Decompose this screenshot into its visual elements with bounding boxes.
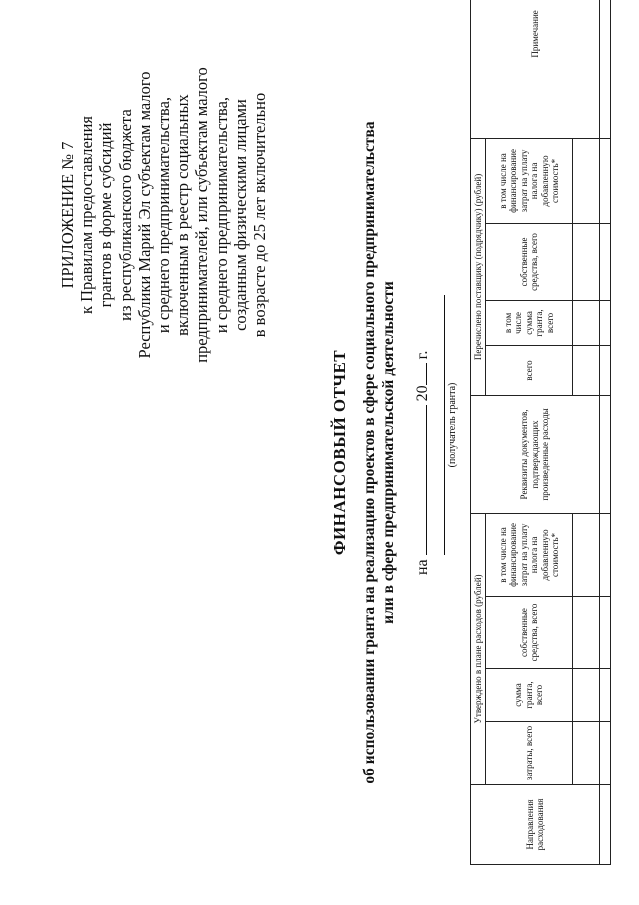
period-year-prefix: 20: [414, 385, 431, 402]
table-cell: [600, 722, 611, 785]
period-year-blank: [412, 363, 427, 385]
header-transferred-total: всего: [486, 345, 573, 395]
appendix-line: из республиканского бюджета: [115, 109, 135, 321]
header-directions: Направления расходования: [471, 785, 600, 865]
header-approved-vat: в том числе на финансирование затрат на уплату налога на добавленную стоимость*: [486, 513, 573, 596]
header-approved-group: Утверждено в плане расходов (рублей): [471, 513, 486, 784]
header-note: Примечание: [471, 0, 600, 138]
report-subtitle: [360, 0, 398, 905]
report-period: [412, 351, 432, 575]
header-documents: Реквизиты документов, подтверждающих произведенные расходы: [471, 395, 600, 513]
table-cell: [573, 722, 600, 785]
appendix-line: предпринимателей, или субъектам малого: [192, 67, 212, 363]
table-cell: [573, 345, 600, 395]
header-transferred-grant-sum: в том числе сумма гранта, всего: [486, 300, 573, 345]
table-cell: [600, 395, 611, 513]
table-cell: [600, 138, 611, 223]
appendix-line: созданным физическими лицами: [230, 99, 250, 331]
table-cell: [573, 669, 600, 722]
table-cell: [600, 223, 611, 300]
appendix-line: грантов в форме субсидий: [96, 122, 116, 308]
header-transferred-own-funds: собственные средства, всего: [486, 223, 573, 300]
header-approved-total-costs: затраты, всего: [486, 722, 573, 785]
header-approved-grant-sum: сумма гранта, всего: [486, 669, 573, 722]
table-cell: [573, 597, 600, 669]
appendix-line: к Правилам предоставления: [77, 115, 97, 315]
recipient-line: [443, 295, 445, 555]
recipient-caption: (получатель гранта): [447, 382, 458, 468]
table-cell: [573, 138, 600, 223]
table-cell: [600, 300, 611, 345]
period-date-blank: [412, 405, 427, 555]
header-transferred-group: Перечислено поставщику (подрядчику) (рублей): [471, 138, 486, 395]
table-cell: [600, 0, 611, 138]
header-approved-own-funds: собственные средства, всего: [486, 597, 573, 669]
table-cell: [573, 300, 600, 345]
report-subtitle-line-2: или в сфере предпринимательской деятельности: [380, 281, 397, 624]
appendix-line: и среднего предпринимательства,: [154, 96, 174, 334]
appendix-line: включенным в реестр социальных: [173, 94, 193, 336]
table-cell: [573, 223, 600, 300]
appendix-header: [58, 30, 269, 400]
appendix-line: в возрасте до 25 лет включительно: [250, 92, 270, 338]
report-subtitle-line-1: об использовании гранта на реализацию проектов в сфере социального предпринимательства: [361, 121, 378, 784]
appendix-line: ПРИЛОЖЕНИЕ № 7: [58, 141, 77, 289]
table-cell: [573, 513, 600, 596]
report-title: ФИНАНСОВЫЙ ОТЧЕТ: [330, 349, 349, 556]
table-cell: [600, 345, 611, 395]
period-suffix: г.: [414, 350, 431, 360]
table-cell: [600, 597, 611, 669]
appendix-line: и среднего предпринимательства,: [211, 96, 231, 334]
table-cell: [600, 669, 611, 722]
table-cell: [600, 513, 611, 596]
period-prefix: на: [414, 559, 431, 575]
financial-report-table: [470, 0, 611, 865]
table-cell: [600, 785, 611, 865]
appendix-line: Республики Марий Эл субъектам малого: [134, 71, 154, 359]
header-transferred-vat: в том числе на финансирование затрат на уплату налога на добавленную стоимость*: [486, 138, 573, 223]
